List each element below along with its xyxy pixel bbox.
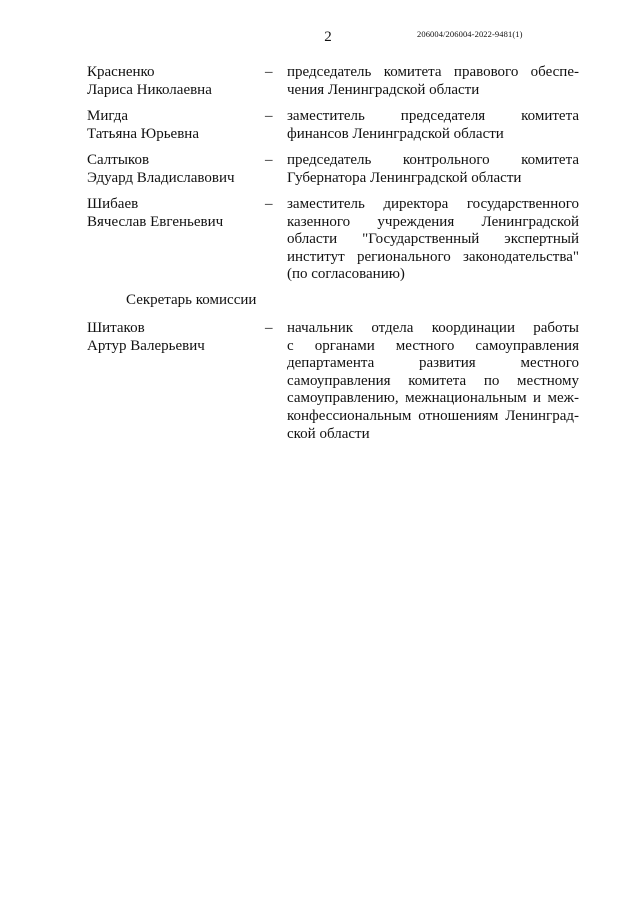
member-name	[87, 196, 267, 231]
member-name	[87, 320, 267, 355]
member-surname: Мигда	[87, 108, 129, 124]
member-name	[87, 64, 267, 99]
member-position	[287, 320, 579, 443]
document-number: 206004/206004-2022-9481(1)	[417, 29, 523, 39]
position-line: казенного учреждения Ленинградской	[287, 213, 579, 230]
secretary-heading: Секретарь комиссии	[126, 292, 257, 308]
position-line: институт регионального законодательства"	[287, 248, 579, 265]
member-surname: Красненко	[87, 64, 155, 80]
member-name	[87, 108, 267, 143]
dash-separator: –	[265, 320, 273, 336]
member-given-names: Артур Валерьевич	[87, 337, 205, 354]
position-line: заместитель директора государственного	[287, 196, 579, 212]
position-line: конфессиональным отношениям Ленинград-	[287, 407, 579, 424]
position-line: самоуправления комитета по местному	[287, 372, 579, 389]
member-given-names: Эдуард Владиславович	[87, 169, 235, 186]
position-line: заместитель председателя комитета	[287, 108, 579, 124]
position-line: начальник отдела координации работы	[287, 320, 579, 336]
position-line: Губернатора Ленинградской области	[287, 169, 522, 186]
position-line: (по согласованию)	[287, 266, 405, 283]
member-position	[287, 64, 579, 99]
member-surname: Шибаев	[87, 196, 139, 212]
page-number: 2	[324, 29, 332, 45]
position-line: с органами местного самоуправления	[287, 337, 579, 354]
position-line: председатель контрольного комитета	[287, 152, 579, 168]
position-line: председатель комитета правового обеспе-	[287, 64, 579, 80]
member-name	[87, 152, 267, 187]
position-line: чения Ленинградской области	[287, 81, 480, 98]
member-surname: Салтыков	[87, 152, 150, 168]
position-line: самоуправлению, межнациональным и меж-	[287, 390, 579, 407]
member-position	[287, 108, 579, 143]
dash-separator: –	[265, 108, 273, 124]
member-surname: Шитаков	[87, 320, 145, 336]
member-position	[287, 196, 579, 284]
member-position	[287, 152, 579, 187]
position-line: ской области	[287, 425, 370, 442]
member-given-names: Татьяна Юрьевна	[87, 125, 199, 142]
dash-separator: –	[265, 64, 273, 80]
position-line: области "Государственный экспертный	[287, 231, 579, 248]
member-given-names: Вячеслав Евгеньевич	[87, 213, 224, 230]
dash-separator: –	[265, 196, 273, 212]
position-line: департамента развития местного	[287, 355, 579, 372]
dash-separator: –	[265, 152, 273, 168]
position-line: финансов Ленинградской области	[287, 125, 504, 142]
member-given-names: Лариса Николаевна	[87, 81, 212, 98]
